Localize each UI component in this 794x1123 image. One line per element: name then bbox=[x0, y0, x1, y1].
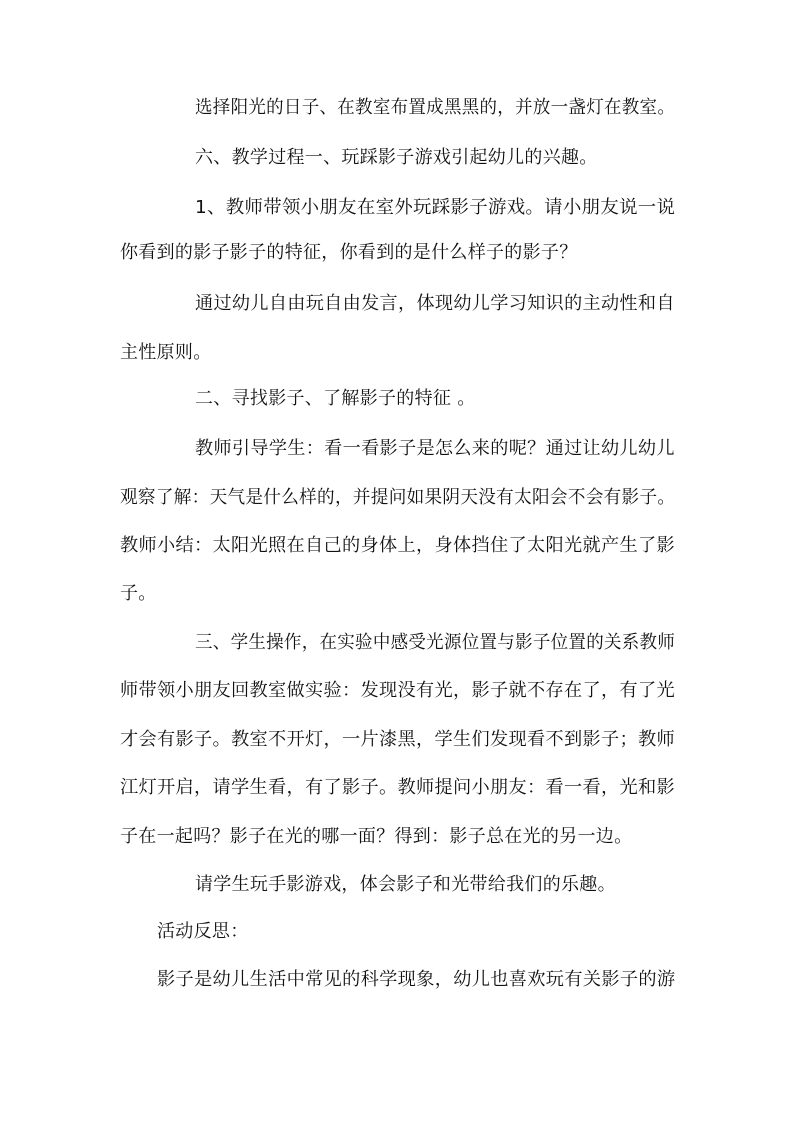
text-line-16: 子在一起吗？影子在光的哪一面？得到：影子总在光的另一边。 bbox=[120, 826, 633, 847]
text-line-12: 三、学生操作，在实验中感受光源位置与影子位置的关系教师 bbox=[195, 632, 676, 653]
text-line-11: 子。 bbox=[120, 583, 157, 604]
text-line-1: 选择阳光的日子、在教室布置成黑黑的，并放一盏灯在教室。 bbox=[195, 97, 676, 118]
text-line-6: 主性原则。 bbox=[120, 342, 212, 363]
text-line-9: 观察了解：天气是什么样的，并提问如果阴天没有太阳会不会有影子。 bbox=[120, 487, 676, 508]
text-line-15: 江灯开启，请学生看，有了影子。教师提问小朋友：看一看，光和影 bbox=[120, 777, 675, 798]
text-line-8: 教师引导学生：看一看影子是怎么来的呢？通过让幼儿幼儿 bbox=[195, 438, 675, 459]
text-line-18: 活动反思： bbox=[157, 921, 249, 942]
text-line-5: 通过幼儿自由玩自由发言，体现幼儿学习知识的主动性和自 bbox=[195, 293, 675, 314]
text-line-13: 师带领小朋友回教室做实验：发现没有光，影子就不存在了，有了光 bbox=[120, 680, 675, 701]
text-line-4: 你看到的影子影子的特征，你看到的是什么样子的影子？ bbox=[120, 242, 578, 263]
text-line-7: 二、寻找影子、了解影子的特征 。 bbox=[195, 388, 476, 409]
text-line-10: 教师小结：太阳光照在自己的身体上，身体挡住了太阳光就产生了影 bbox=[120, 535, 675, 556]
text-line-2: 六、教学过程一、玩踩影子游戏引起幼儿的兴趣。 bbox=[195, 147, 598, 168]
text-line-14: 才会有影子。教室不开灯，一片漆黑，学生们发现看不到影子；教师 bbox=[120, 729, 675, 750]
text-line-17: 请学生玩手影游戏，体会影子和光带给我们的乐趣。 bbox=[195, 874, 616, 895]
text-line-3: 1、教师带领小朋友在室外玩踩影子游戏。请小朋友说一说 bbox=[195, 197, 676, 218]
text-line-19: 影子是幼儿生活中常见的科学现象，幼儿也喜欢玩有关影子的游 bbox=[157, 969, 676, 990]
